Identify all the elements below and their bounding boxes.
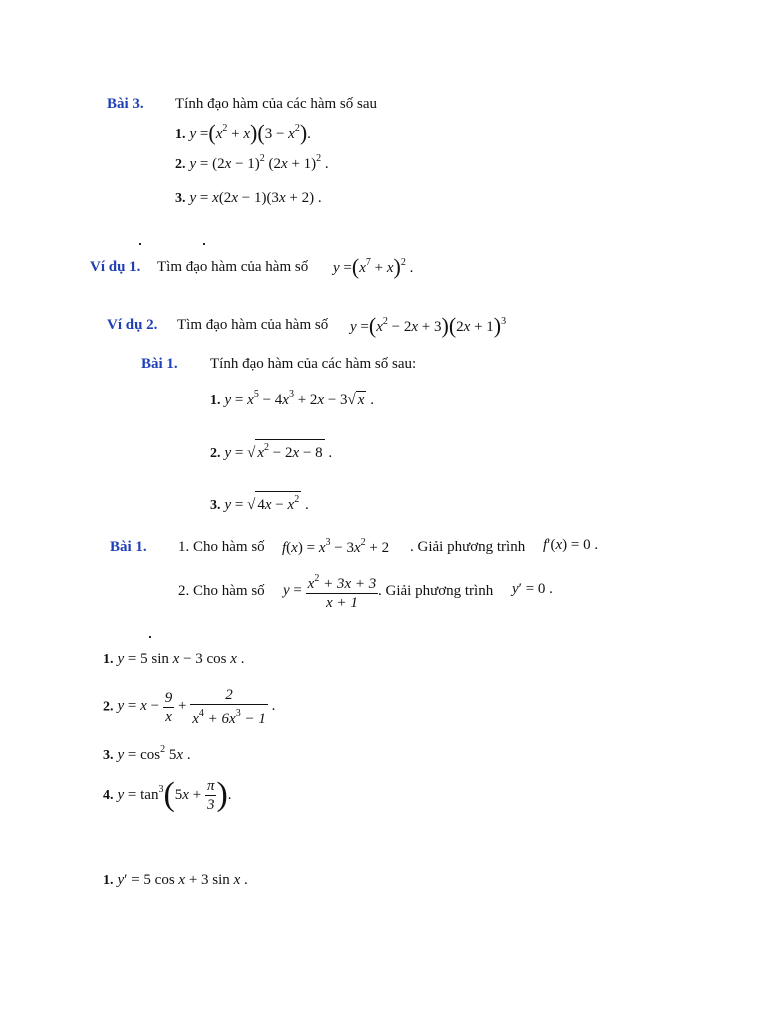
bai1b-item2-equation: y′ = 0 . [512,581,553,597]
vidu2-text: Tìm đạo hàm của hàm số [177,317,329,333]
bai1b-item1-equation: f′(x) = 0 . [543,537,599,553]
item-number: 2. [103,699,114,715]
item-number: 1. [103,873,114,888]
item-number: 1. [103,652,114,667]
item-number: 4. [103,788,114,803]
bai1a-label: Bài 1. [141,356,178,372]
bai1b-item1-text: 1. Cho hàm số [178,539,265,555]
item-number: 3. [103,748,114,763]
bai1a-item-1 [210,389,374,409]
math-expression: y′ = 5 cos x + 3 sin x . [117,872,248,888]
list-item-1 [103,650,244,668]
bai1a-item-3 [210,491,309,514]
answer-item-1 [103,871,248,889]
math-expression: y = √ $4x - x^2$ . [225,497,309,513]
bai3-item-2 [175,153,329,173]
vidu2-expression: $y =(x^2 - 2x + 3)(2x + 1)^3$ [350,313,507,338]
item-number: 1. [210,393,221,408]
math-expression: $y = \tan^3(5x$ + $\frac{\pi}{3}$ ). [117,776,232,814]
bai1a-item-2 [210,439,332,462]
math-expression: $y = (2x - 1)^2$ $(2x + 1)^2$ . [189,153,329,172]
fraction: $\frac{x^2 + 3x + 3}{x + 1}$ [306,570,379,612]
fraction: $\frac{\pi}{3}$ [206,778,215,814]
math-expression: $y = \cos^2 5x$ . [117,744,191,763]
bai3-instruction: Tính đạo hàm của các hàm số sau [175,96,378,112]
vidu1-label: Ví dụ 1. [90,259,141,275]
bai1b-item1-text2: . Giải phương trình [410,539,526,555]
list-item-4 [103,776,232,814]
math-expression: $y = x^5 - 4x^3 + 2x - 3√$ x . [224,389,374,408]
bai3-item-3 [175,189,322,207]
math-expression: y = x(2x − 1)(3x + 2) . [189,190,322,206]
stray-dot [149,636,151,638]
item-number: 3. [210,498,221,513]
item-number: 2. [175,157,186,172]
vidu1-text: Tìm đạo hàm của hàm số [157,259,309,275]
fraction: $\frac{9}{x}$ [164,689,173,725]
vidu2-label: Ví dụ 2. [107,317,158,333]
vidu1-expression: $y =(x^7 + x)^2$ . [333,254,414,279]
bai1b-item2-function: y = $\frac{x^2 + 3x + 3}{x + 1}$ [283,570,378,612]
math-expression: y = 5 sin x − 3 cos x . [117,651,245,667]
item-number: 1. [175,127,186,142]
stray-dot [203,243,205,245]
math-expression: $y =(x^2 + x)(3 - x^2)$. [189,120,311,145]
bai3-item-1 [175,120,311,146]
bai1b-item2-text: 2. Cho hàm số [178,583,265,599]
bai3-label: Bài 3. [107,96,144,112]
bai1b-item1-function: $f(x) = x^3 - 3x^2 + 2$ [282,537,390,556]
bai1a-instruction: Tính đạo hàm của các hàm số sau: [210,356,417,372]
stray-dot [139,243,141,245]
math-expression: y = x − $\frac{9}{x}$ + $\frac{2}{x^4 + 6x^3 - 1}$ . [117,687,276,727]
item-number: 2. [210,446,221,461]
bai1b-item2-text2: . Giải phương trình [378,583,494,599]
math-expression: y = √ $x^2 - 2x - 8$ . [225,445,333,461]
bai1b-label: Bài 1. [110,539,147,555]
list-item-2 [103,686,275,728]
list-item-3 [103,744,191,764]
item-number: 3. [175,191,186,206]
fraction: $\frac{2}{x^4 + 6x^3 - 1}$ [192,687,266,727]
